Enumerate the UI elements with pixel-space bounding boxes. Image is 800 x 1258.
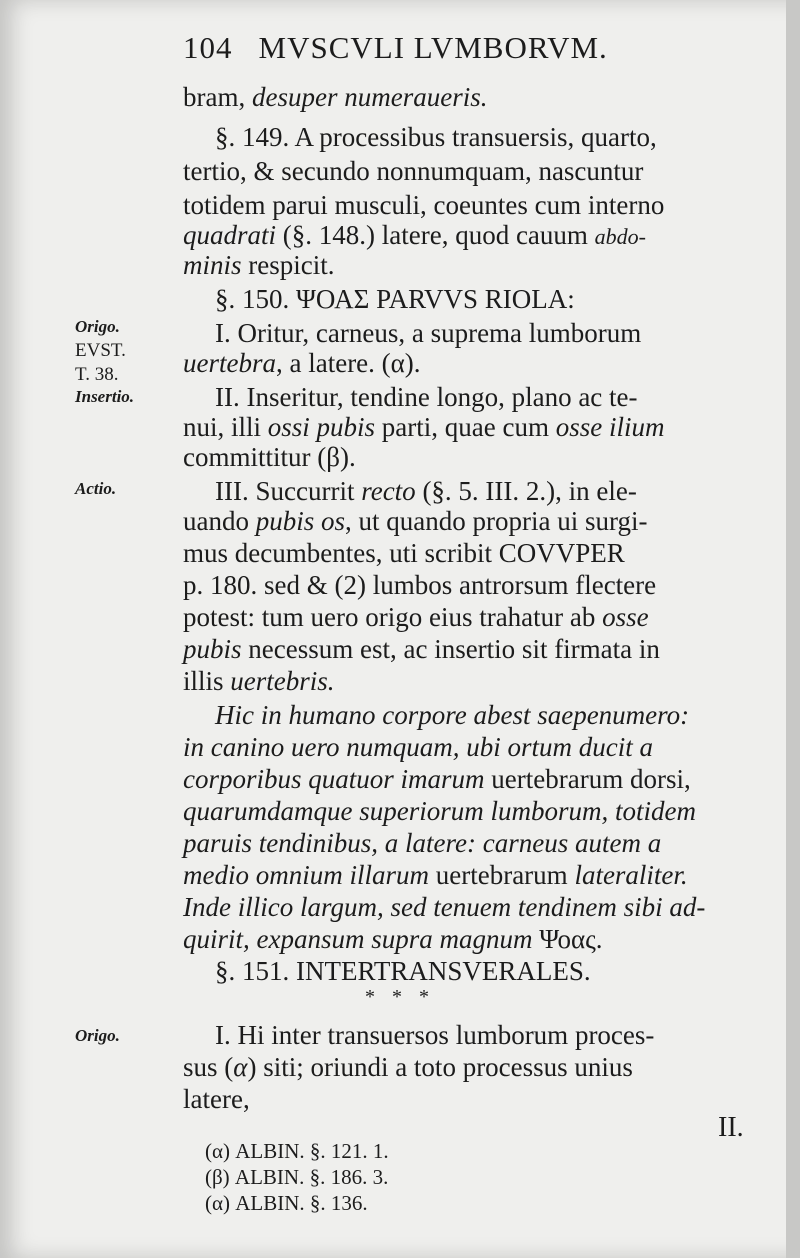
text-line: Inde illico largum, sed tenuem tendinem sibi ad- <box>183 892 706 922</box>
footnote: (α) ALBIN. §. 121. 1. <box>205 1139 389 1163</box>
text-line: uertebra, a latere. (α). <box>183 348 421 378</box>
footnote: (β) ALBIN. §. 186. 3. <box>205 1165 389 1189</box>
text-line: quadrati (§. 148.) latere, quod cauum abdo- <box>183 220 646 250</box>
text-line: quirit, expansum supra magnum Ψοας. <box>183 924 603 954</box>
ornament-stars: * * * <box>365 986 435 1008</box>
text-line: potest: tum uero origo eius trahatur ab osse <box>183 602 649 632</box>
text-line: medio omnium illarum uertebrarum lateraliter. <box>183 860 688 890</box>
text-line: I. Hi inter transuersos lumborum proces- <box>215 1020 655 1050</box>
text-line: p. 180. sed & (2) lumbos antrorsum flectere <box>183 570 657 600</box>
text-line: illis uertebris. <box>183 666 335 696</box>
footnote: (α) ALBIN. §. 136. <box>205 1191 368 1215</box>
text-line: mus decumbentes, uti scribit COVVPER <box>183 538 625 568</box>
text-line: pubis necessum est, ac insertio sit firmata in <box>183 634 660 664</box>
text-line: latere, <box>183 1084 250 1114</box>
text-line: II. Inseritur, tendine longo, plano ac te- <box>215 382 638 412</box>
catchword: II. <box>718 1112 744 1143</box>
margin-note-tab: T. 38. <box>75 364 119 385</box>
margin-note-origo-2: Origo. <box>75 1026 120 1045</box>
margin-note-origo: Origo. <box>75 317 120 336</box>
text-line: minis respicit. <box>183 250 335 280</box>
page-header <box>183 30 608 66</box>
text-line: committitur (β). <box>183 442 356 472</box>
text-line: paruis tendinibus, a latere: carneus autem a <box>183 828 662 858</box>
text-line: in canino uero numquam, ubi ortum ducit a <box>183 732 653 762</box>
text-line: quarumdamque superiorum lumborum, totidem <box>183 796 696 826</box>
margin-note-insertio: Insertio. <box>75 387 135 406</box>
text-line: III. Succurrit recto (§. 5. III. 2.), in ele- <box>215 476 637 506</box>
margin-note-eust: EVST. <box>75 340 126 361</box>
text-line: totidem parui musculi, coeuntes cum interno <box>183 190 665 220</box>
text-line: nui, illi ossi pubis parti, quae cum osse ilium <box>183 412 665 442</box>
text-line: §. 149. A processibus transuersis, quarto, <box>215 122 657 152</box>
text-line: corporibus quatuor imarum uertebrarum dorsi, <box>183 764 691 794</box>
running-title: MVSCVLI LVMBORVM. <box>258 30 608 65</box>
text-line: bram, desuper numeraueris. <box>183 82 488 112</box>
text-line: sus (α) siti; oriundi a toto processus unius <box>183 1052 633 1082</box>
section-heading: §. 151. INTERTRANSVERALES. <box>215 956 591 986</box>
page-number: 104 <box>183 30 233 65</box>
section-heading: §. 150. ΨΟΑΣ PARVVS RIOLA: <box>215 284 575 314</box>
text-line: Hic in humano corpore abest saepenumero: <box>215 700 690 730</box>
margin-note-actio: Actio. <box>75 479 117 498</box>
text-line: uando pubis os, ut quando propria ui surgi- <box>183 506 648 536</box>
text-line: tertio, & secundo nonnumquam, nascuntur <box>183 156 644 186</box>
text-line: I. Oritur, carneus, a suprema lumborum <box>215 318 642 348</box>
page-edge <box>786 0 800 1258</box>
